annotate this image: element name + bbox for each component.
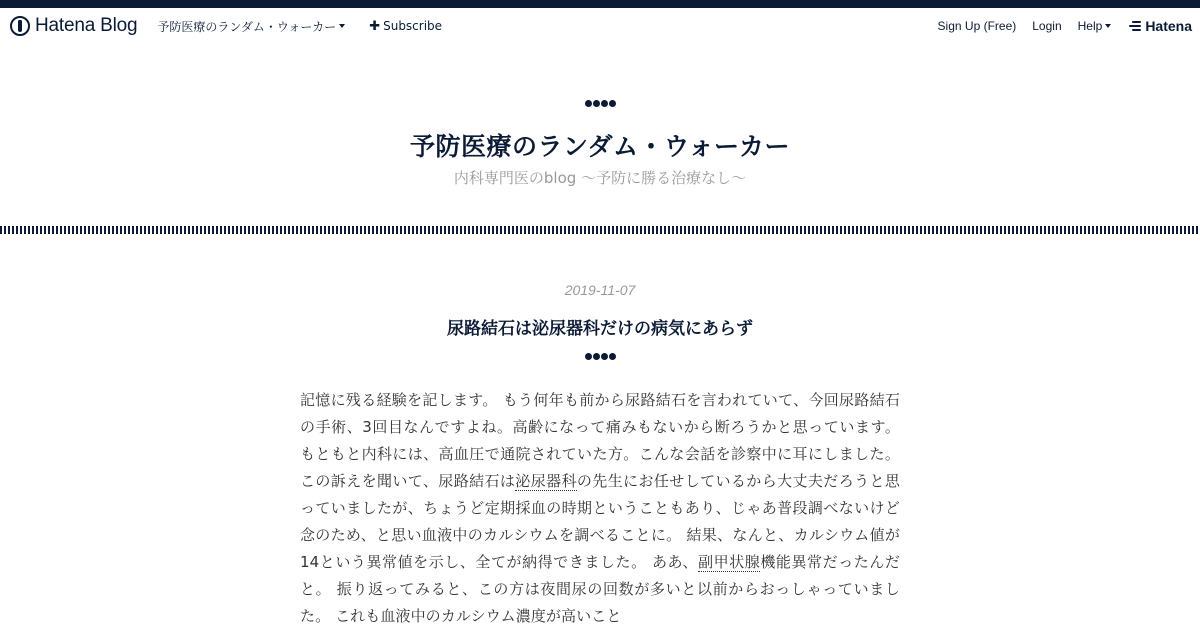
entry-content: [300, 387, 900, 630]
hatena-blog-logo-icon: [10, 16, 30, 36]
global-header-left: [10, 14, 442, 38]
signup-link[interactable]: Sign Up (Free): [937, 19, 1017, 33]
caret-down-icon: [339, 24, 345, 28]
hatena-brand-link[interactable]: [1129, 18, 1192, 34]
logo-text: Hatena Blog: [35, 15, 138, 36]
header-divider: [0, 226, 1200, 234]
entry-title[interactable]: 尿路結石は泌尿器科だけの病気にあらず: [447, 319, 753, 339]
entry-dots-ornament: [300, 353, 900, 360]
subscribe-button[interactable]: [369, 19, 442, 34]
entry: [300, 282, 900, 630]
blog-header: [0, 100, 1200, 188]
subscribe-label: Subscribe: [383, 19, 443, 33]
keyword-link[interactable]: 副甲状腺: [698, 553, 761, 571]
help-label: Help: [1077, 19, 1103, 33]
header-dots-ornament: [0, 100, 1200, 107]
hatena-brand-label: Hatena: [1145, 18, 1192, 34]
plus-icon: ✚: [369, 18, 381, 34]
caret-down-icon: [1105, 24, 1111, 28]
global-header: [0, 8, 1200, 44]
top-stripe: [0, 0, 1200, 8]
keyword-link[interactable]: 泌尿器科: [515, 472, 577, 490]
blog-menu-dropdown[interactable]: [157, 18, 345, 35]
global-header-right: [938, 14, 1192, 38]
login-link[interactable]: Login: [1032, 19, 1062, 33]
entry-text: 機能異常だったんだと。 振り返ってみると、この方は夜間尿の回数が多いと以前からおっしゃっていました。 これも血液中のカルシウム濃度が高いこと: [300, 553, 900, 625]
entry-date[interactable]: 2019-11-07: [564, 282, 636, 298]
blog-menu-label: 予防医療のランダム・ウォーカー: [157, 19, 337, 34]
entry-text: 記憶に残る経験を記します。 もう何年も前から尿路結石を言われていて、今回尿路結石の手術、3回目なんですよね。高齢になって痛みもないから断ろうかと思っています。 もともと内科には、高血圧で通院されていた方。こんな会話を診察中に耳にしました。 この訴えを聞いて、尿路結石は: [300, 391, 900, 490]
hatena-mark-icon: [1129, 21, 1142, 31]
blog-description: 内科専門医のblog 〜予防に勝る治療なし〜: [453, 169, 747, 187]
entry-text: の先生にお任せしているから大丈夫だろうと思っていましたが、ちょうど定期採血の時期ということもあり、じゃあ普段調べないけど念のため、と思い血液中のカルシウムを調べることに。 結果、なんと、カルシウム値が14という異常値を示し、全てが納得できました。 ああ、: [300, 472, 900, 571]
hatena-blog-logo[interactable]: [10, 15, 137, 37]
help-dropdown[interactable]: [1078, 19, 1112, 33]
blog-title[interactable]: 予防医療のランダム・ウォーカー: [409, 132, 790, 161]
